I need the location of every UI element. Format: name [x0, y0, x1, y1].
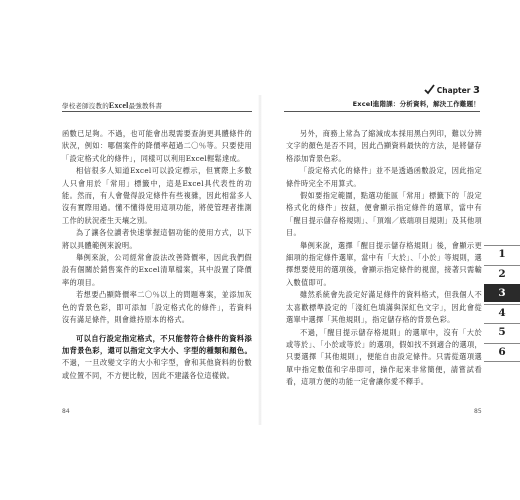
chapter-header	[353, 84, 480, 108]
chapter-word: Chapter	[436, 86, 471, 95]
paragraph: 函數已足夠。不過，也可能會出現需要查詢更具體條件的狀況，例如：哪個案件的降價率超過二〇％等。只要使用「設定格式化的條件」，同樣可以利用Excel輕鬆達成。	[62, 129, 252, 163]
paragraph: 為了讓各位讀者快速掌握這個功能的使用方式，以下將以具體範例來說明。	[62, 228, 252, 250]
page-number: 85	[474, 408, 482, 415]
running-head-post: 最強教科書	[128, 102, 163, 110]
paragraph: 相信很多人知道Excel可以設定標示，但實際上多數人只會用於「常用」標籤中，這是Excel具代表性的功能。然而，有人會覺得設定條件有些複雜，因此相當多人沒有實際用過。懂不懂得使用這項功能，將使管理者推測工作的狀況產生天壤之別。	[62, 166, 252, 225]
chapter-subtitle: Excel進階課：分析資料，解決工作難題！	[352, 100, 480, 108]
paragraph: 不過，「醒目提示儲存格規則」的選單中，沒有「大於或等於」、「小於或等於」的選項，假如找不到適合的選項，只要選擇「其他規則」，便能自由設定條件。只需從選項選單中指定數值和字串即可，操作起來非常簡便，請嘗試看看，這項方便的功能一定會讓你愛不釋手。	[286, 327, 482, 387]
header-rule	[284, 111, 480, 112]
paragraph: 另外，商務上常為了縮減成本採用黑白列印，難以分辨文字的顏色是否不同，因此凸顯資料最快的方法，是將儲存格添加背景色彩。	[286, 129, 482, 163]
page-number: 84	[62, 408, 70, 415]
running-head-excel: Excel	[108, 101, 129, 110]
paragraph: 舉例來說，選擇「醒目提示儲存格規則」後，會顯示更細項的指定條件選單，當中有「大於」、「小於」等規則，選擇想要使用的選項後，會顯示指定條件的視窗，接著只需輸入數值即可。	[286, 240, 482, 287]
highlight-paragraph	[62, 333, 252, 383]
paragraph: 雖然系統會先設定好滿足條件的資料格式，但我個人不太喜歡標準設定的「淺紅色填滿與深紅色文字」，因此會從選單中選擇「其他規則」，指定儲存格的背景色彩。	[286, 290, 482, 325]
bold-highlight: 可以自行設定指定格式，不只能替符合條件的資料添加背景色彩，還可以指定文字大小、字型的種類和顏色。	[62, 333, 252, 355]
running-head	[62, 101, 162, 110]
right-body-text	[286, 128, 482, 389]
running-head-pre: 學校老師沒教的	[62, 102, 109, 110]
left-body-text	[62, 128, 252, 382]
check-icon	[424, 84, 435, 97]
chapter-tabs	[484, 245, 520, 363]
chapter-tab-6: 6	[484, 343, 520, 362]
chapter-label	[353, 84, 480, 97]
paragraph: 舉例來說，公司經常會設法改善降價率，因此我們假設有個關於銷售案件的Excel清單檔案，其中設置了降價率的項目。	[62, 253, 252, 287]
chapter-tab-3: 3	[484, 284, 520, 302]
chapter-number: 3	[473, 85, 480, 96]
header-rule	[62, 111, 252, 112]
chapter-tab-2: 2	[484, 265, 520, 283]
paragraph: 「設定格式化的條件」並不是透過函數設定，因此指定條件時完全不用算式。	[286, 166, 482, 188]
paragraph: 假如要指定範圍，點選功能區「常用」標籤下的「設定格式化的條件」按鈕，便會顯示指定條件的選單，當中有「醒目提示儲存格規則」、「頂端／底端項目規則」及其他項目。	[286, 191, 482, 238]
chapter-tab-5: 5	[484, 323, 520, 341]
paragraph: 若想要凸顯降價率二〇％以上的問題專案，並添加灰色的背景色彩，即可添加「設定格式化的條件」，若資料沒有滿足條件，則會維持原本的格式。	[62, 290, 252, 325]
highlight-tail: 不過，一旦改變文字的大小和字型，會和其他資料的份數或位置不同，不方便比較，因此不建議各位這樣做。	[62, 358, 252, 380]
right-page	[260, 0, 520, 500]
chapter-tab-4: 4	[484, 304, 520, 322]
chapter-tab-1: 1	[484, 245, 520, 263]
